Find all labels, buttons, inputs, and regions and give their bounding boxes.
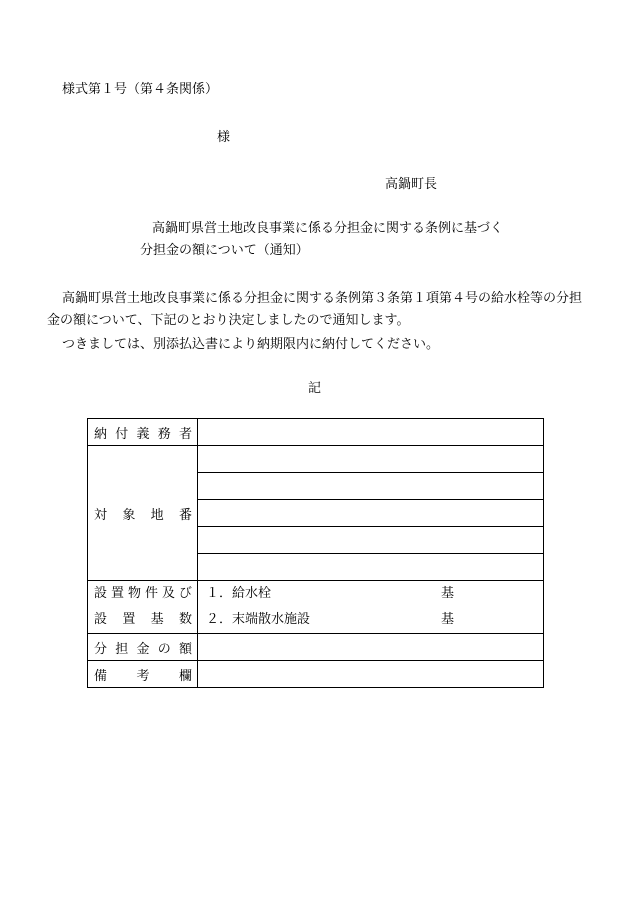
- label-charge: [88, 634, 198, 661]
- label-char: 数: [178, 612, 192, 627]
- label-char: 義: [136, 426, 150, 442]
- label-obligor: [88, 419, 198, 446]
- label-char: 金: [136, 641, 150, 657]
- label-char: 設: [94, 612, 108, 627]
- body-text-line-1: 高鍋町県営土地改良事業に係る分担金に関する条例第３条第１項第４号の給水栓等の分担: [62, 291, 583, 306]
- document-title-line-1: 高鍋町県営土地改良事業に係る分担金に関する条例に基づく: [152, 221, 504, 236]
- value-charge: [198, 634, 544, 661]
- label-char: 及: [161, 586, 175, 601]
- label-char: 務: [157, 426, 171, 442]
- label-char: 件: [144, 586, 158, 601]
- install-item-name: １．給水栓: [206, 586, 272, 601]
- label-parcel: [88, 446, 198, 581]
- install-item-1: [198, 581, 543, 607]
- label-char: 物: [127, 586, 141, 601]
- label-char: 番: [178, 507, 192, 523]
- table-row-parcel: [88, 446, 544, 473]
- label-char: 設: [94, 586, 108, 601]
- table-row-obligor: [88, 419, 544, 446]
- ki-heading: 記: [308, 381, 322, 396]
- label-char: び: [178, 586, 192, 601]
- install-item-2: [198, 607, 543, 633]
- label-char: 地: [150, 507, 164, 523]
- form-number: 様式第１号（第４条関係）: [62, 82, 219, 97]
- label-installation: [88, 581, 198, 634]
- install-item-unit: 基: [441, 612, 455, 627]
- label-char: 付: [115, 426, 129, 442]
- install-item-unit: 基: [441, 586, 455, 601]
- recipient-suffix: 様: [217, 130, 231, 145]
- value-remarks: [198, 661, 544, 688]
- table-row-charge: [88, 634, 544, 661]
- label-char: 者: [178, 426, 192, 442]
- value-obligor: [198, 419, 544, 446]
- label-remarks: [88, 661, 198, 688]
- label-char: 欄: [178, 668, 192, 684]
- detail-table: [87, 418, 544, 688]
- body-text-line-2: 金の額について、下記のとおり決定しましたので通知します。: [47, 313, 410, 328]
- label-char: 基: [150, 612, 164, 627]
- label-char: 分: [94, 641, 108, 657]
- label-char: の: [157, 641, 171, 657]
- issuer-name: 高鍋町長: [385, 177, 438, 192]
- label-char: 額: [178, 641, 192, 657]
- label-char: 象: [122, 507, 136, 523]
- table-row-remarks: [88, 661, 544, 688]
- value-parcel-3: [198, 500, 544, 527]
- body-text-line-3: つきましては、別添払込書により納期限内に納付してください。: [62, 337, 440, 352]
- label-char: 置: [122, 612, 136, 627]
- label-char: 備: [94, 668, 108, 684]
- document-title-line-2: 分担金の額について（通知）: [140, 243, 309, 258]
- value-parcel-1: [198, 446, 544, 473]
- value-parcel-4: [198, 527, 544, 554]
- label-char: 考: [136, 668, 150, 684]
- label-char: 担: [115, 641, 129, 657]
- install-item-name: ２．末端散水施設: [206, 612, 311, 627]
- label-char: 置: [110, 586, 124, 601]
- label-char: 納: [94, 426, 108, 442]
- label-char: 対: [94, 507, 108, 523]
- value-parcel-2: [198, 473, 544, 500]
- table-row-installation: [88, 581, 544, 634]
- value-parcel-5: [198, 554, 544, 581]
- value-installation: [198, 581, 544, 634]
